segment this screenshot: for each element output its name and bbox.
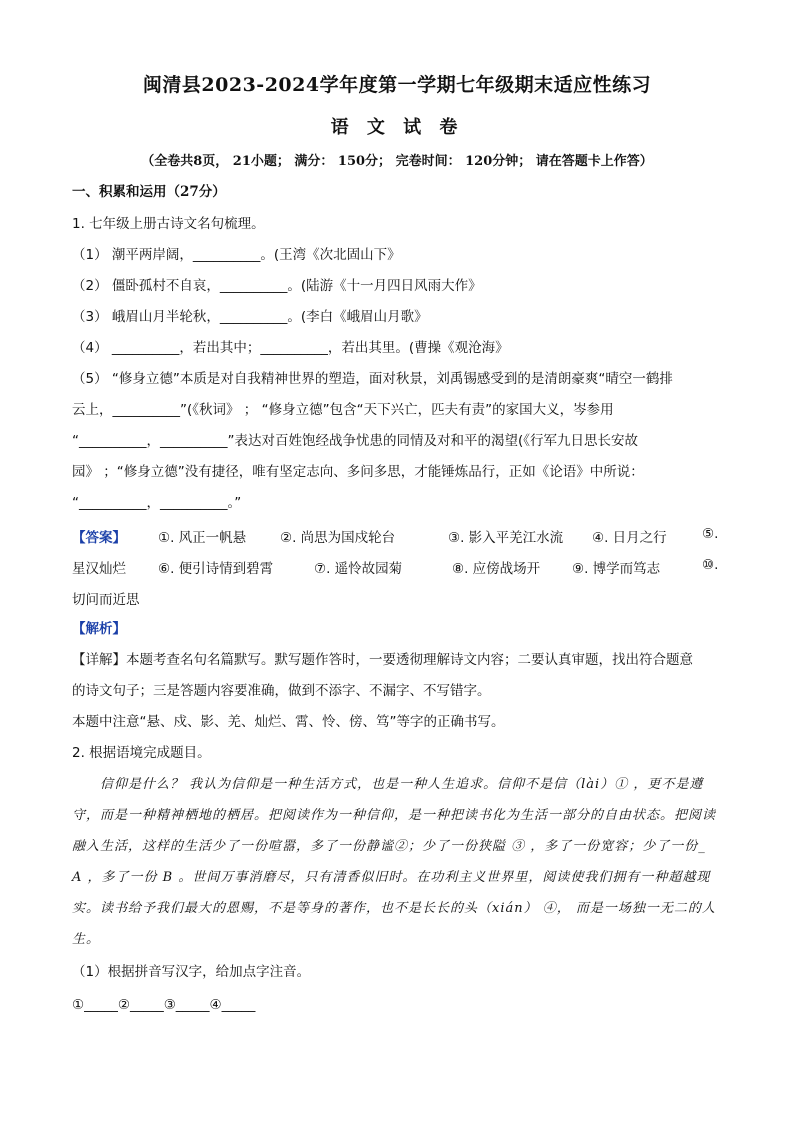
answer-item: ⑧. 应傍战场开 — [452, 561, 541, 577]
passage-line-3: 融入生活，这样的生活少了一份喧嚣，多了一份静谧②；少了一份狭隘 ③ ，多了一份宽容；少了一份_ — [72, 839, 706, 854]
question-1-item-5-line-4: 园》 ；“修身立德”没有捷径，唯有坚定志向、多问多思，才能锤炼品行，正如《论语》中所说： — [72, 464, 644, 480]
exam-info: （全卷共8页， 21小题； 满分： 150分； 完卷时间： 120分钟； 请在答题卡上作答） — [141, 154, 653, 169]
page-subtitle: 语 文 试 卷 — [330, 117, 464, 138]
question-2-sub-1: （1）根据拼音写汉字，给加点字注音。 — [72, 964, 311, 980]
question-1-item-4: （4） __________，若出其中；__________，若出其里。(曹操《观沧海》 — [72, 340, 509, 356]
question-1-item-2: （2） 僵卧孤村不自哀，__________。(陆游《十一月四日风雨大作》 — [72, 278, 482, 294]
question-1-item-3: （3） 峨眉山月半轮秋，__________。(李白《峨眉山月歌》 — [72, 309, 428, 325]
answer-label: 【答案】 — [72, 530, 126, 546]
question-1-item-5-line-3: “__________，__________”表达对百姓饱经战争忧患的同情及对和平的渴望(《行军九日思长安故 — [72, 433, 639, 449]
section-heading: 一、积累和运用（27分） — [72, 184, 226, 200]
passage-line-2: 守，而是一种精神栖地的栖居。把阅读作为一种信仰，是一种把读书化为生活一部分的自由状态。把阅读 — [72, 808, 717, 823]
passage-line-5: 实。读书给予我们最大的恩赐，不是等身的著作，也不是长长的头（xián） ④， 而是一场独一无二的人 — [72, 901, 716, 916]
answer-item: ⑨. 博学而笃志 — [572, 561, 661, 577]
answer-item: 切问而近思 — [72, 592, 140, 608]
question-1-stem: 1. 七年级上册古诗文名句梳理。 — [72, 216, 265, 232]
passage-line-1: 信仰是什么？ 我认为信仰是一种生活方式，也是一种人生追求。信仰不是信（lài）① ，更不是遵 — [100, 777, 704, 792]
analysis-line-2: 的诗文句子；三是答题内容要准确，做到不添字、不漏字、不写错字。 — [72, 683, 491, 699]
question-1-item-5-line-1: （5） “修身立德”本质是对自我精神世界的塑造，面对秋景，刘禹锡感受到的是清朗豪爽“晴空一鹤排 — [72, 371, 673, 387]
answer-item: ⑦. 遥怜故园菊 — [314, 561, 403, 577]
answer-item: ⑤. — [702, 526, 719, 542]
answer-item: ①. 风正一帆悬 — [158, 530, 247, 546]
analysis-label: 【解析】 — [72, 621, 126, 637]
answer-item: 星汉灿烂 — [72, 561, 126, 577]
question-2-stem: 2. 根据语境完成题目。 — [72, 745, 211, 761]
passage-line-6: 生。 — [72, 932, 101, 947]
page-title: 闽清县2023-2024学年度第一学期七年级期末适应性练习 — [142, 74, 652, 96]
answer-item: ⑩. — [702, 557, 719, 573]
answer-item: ②. 尚思为国戍轮台 — [280, 530, 396, 546]
answer-item: ④. 日月之行 — [592, 530, 667, 546]
question-1-item-1: （1） 潮平两岸阔，__________。(王湾《次北固山下》 — [72, 247, 401, 263]
answer-item: ③. 影入平羌江水流 — [448, 530, 564, 546]
analysis-line-1: 【详解】本题考查名句名篇默写。默写题作答时，一要透彻理解诗文内容；二要认真审题，找出符合题意 — [72, 652, 693, 668]
passage-line-4: A ，多了一份 B 。世间万事消磨尽，只有清香似旧时。在功利主义世界里，阅读使我们拥有一种超越现 — [72, 870, 711, 885]
question-1-item-5-line-5: “__________，__________。” — [72, 495, 242, 511]
answer-blanks: ①_____②_____③_____④_____ — [72, 997, 256, 1013]
analysis-line-3: 本题中注意“悬、戍、影、羌、灿烂、霄、怜、傍、笃”等字的正确书写。 — [72, 714, 505, 730]
question-1-item-5-line-2: 云上，__________”(《秋词》 ； “修身立德”包含“天下兴亡，匹夫有责”的家国大义，岑参用 — [72, 402, 614, 418]
answer-item: ⑥. 便引诗情到碧霄 — [158, 561, 274, 577]
